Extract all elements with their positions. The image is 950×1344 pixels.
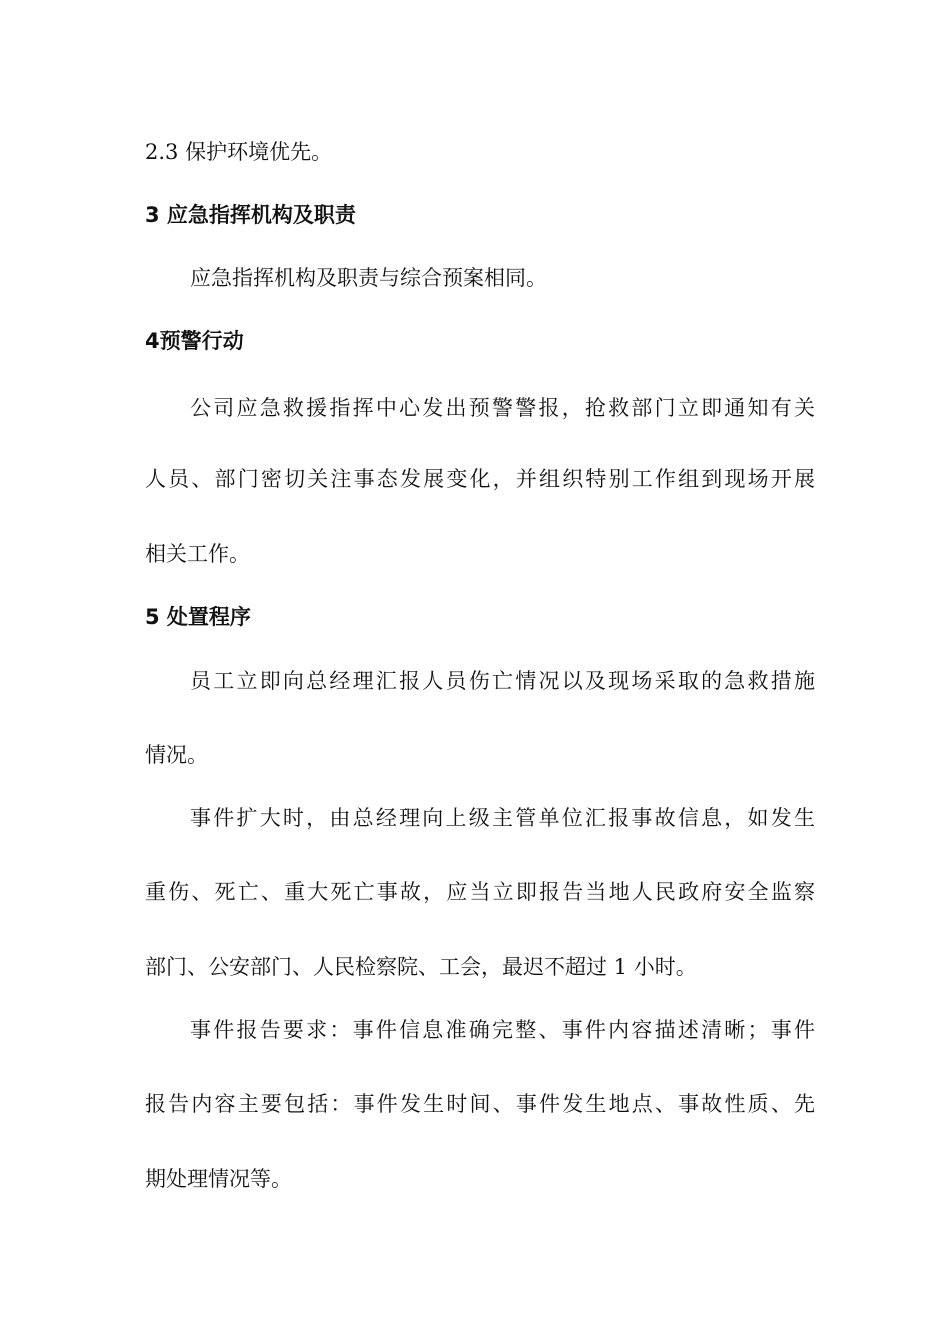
section-5-para2-line-3: 部门、公安部门、人民检察院、工会，最迟不超过 1 小时。 <box>145 955 697 979</box>
section-2-3-text: 2.3 保护环境优先。 <box>145 140 333 164</box>
section-4-line-2: 人员、部门密切关注事态发展变化，并组织特别工作组到现场开展 <box>145 467 815 491</box>
section-5-para2-line-2: 重伤、死亡、重大死亡事故，应当立即报告当地人民政府安全监察 <box>145 880 815 904</box>
section-5-para1-line-1: 员工立即向总经理汇报人员伤亡情况以及现场采取的急救措施 <box>190 669 815 693</box>
section-5-para2-line-1: 事件扩大时，由总经理向上级主管单位汇报事故信息，如发生 <box>190 806 815 830</box>
section-3-body: 应急指挥机构及职责与综合预案相同。 <box>190 266 547 290</box>
section-4-heading: 4预警行动 <box>145 329 244 353</box>
section-5-para3-line-1: 事件报告要求：事件信息准确完整、事件内容描述清晰；事件 <box>190 1018 815 1042</box>
section-5-para3-line-3: 期处理情况等。 <box>145 1167 292 1191</box>
section-5-para1-line-2: 情况。 <box>145 743 208 767</box>
section-5-heading: 5 处置程序 <box>145 605 251 629</box>
section-5-para3-line-2: 报告内容主要包括：事件发生时间、事件发生地点、事故性质、先 <box>145 1092 815 1116</box>
section-4-line-1: 公司应急救援指挥中心发出预警警报，抢救部门立即通知有关 <box>190 396 815 420</box>
section-4-line-3: 相关工作。 <box>145 542 250 566</box>
section-3-heading: 3 应急指挥机构及职责 <box>145 203 356 227</box>
